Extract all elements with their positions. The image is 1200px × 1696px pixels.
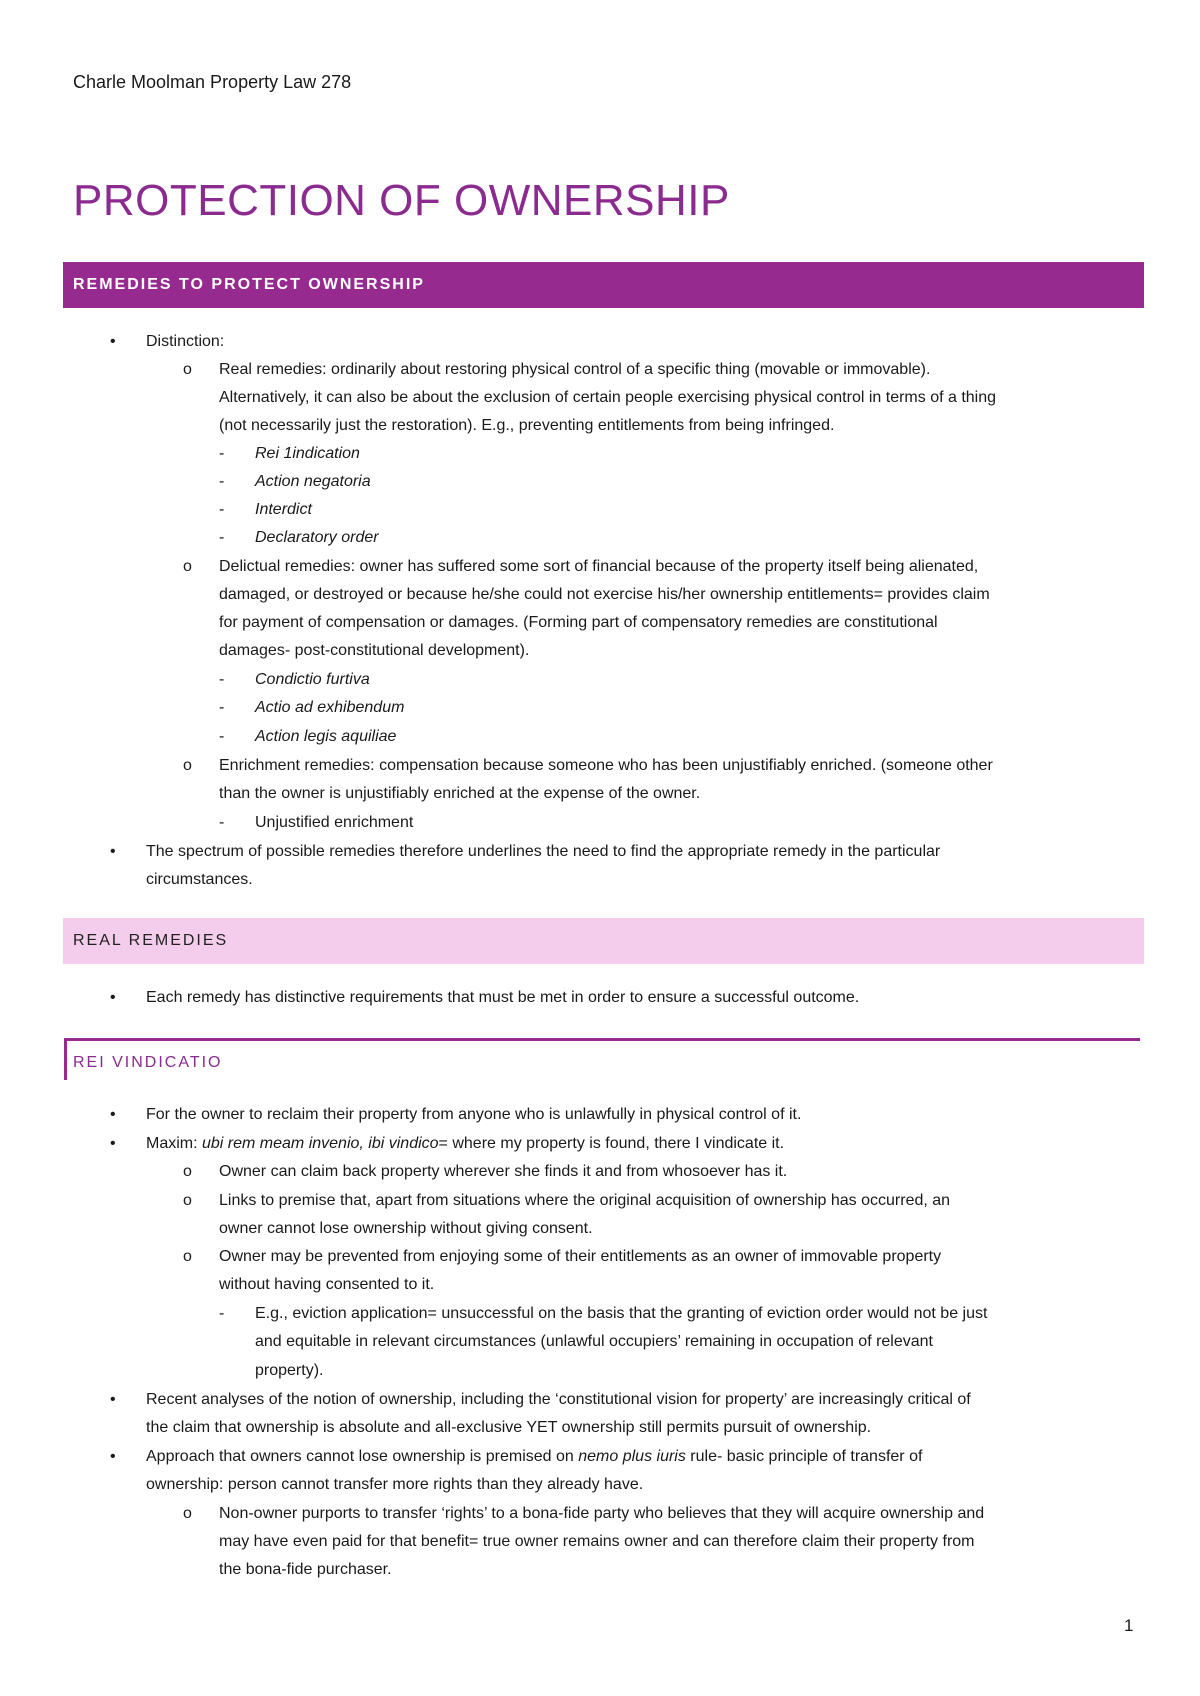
maxim-line: Maxim: ubi rem meam invenio, ibi vindico= where my property is found, there I vindicate it. — [146, 1135, 785, 1152]
bullet-icon: • — [110, 333, 116, 350]
bullet-icon: • — [110, 1106, 116, 1123]
owner-claim-line: Owner can claim back property wherever she finds it and from whosoever has it. — [219, 1163, 788, 1180]
bullet-icon: • — [110, 1448, 116, 1465]
real-remedies-line-1: Real remedies: ordinarily about restoring physical control of a specific thing (movable or immovable). — [219, 361, 931, 378]
list-item: Action negatoria — [255, 473, 371, 490]
subheading-rei-vindicatio: REI VINDICATIO — [64, 1038, 1140, 1080]
dash-icon: - — [219, 671, 225, 688]
circle-bullet-icon: o — [183, 1192, 192, 1209]
circle-bullet-icon: o — [183, 361, 192, 378]
page-number: 1 — [1124, 1616, 1134, 1635]
bullet-icon: • — [110, 843, 116, 860]
bullet-distinction: Distinction: — [146, 333, 225, 350]
real-remedies-note: Each remedy has distinctive requirements that must be met in order to ensure a successful outcome. — [146, 989, 860, 1006]
nemo-plus-line-1: Approach that owners cannot lose ownership is premised on nemo plus iuris rule- basic principle of transfer of — [146, 1448, 923, 1465]
enrichment-line-1: Enrichment remedies: compensation because someone who has been unjustifiably enriched. (someone other — [219, 757, 993, 774]
dash-icon: - — [219, 699, 225, 716]
dash-icon: - — [219, 445, 225, 462]
bona-fide-line-3: the bona-fide purchaser. — [219, 1561, 392, 1578]
bullet-icon: • — [110, 1135, 116, 1152]
circle-bullet-icon: o — [183, 757, 192, 774]
analyses-line-1: Recent analyses of the notion of ownership, including the ‘constitutional vision for property’ are increasingly critical of — [146, 1391, 971, 1408]
delictual-line-1: Delictual remedies: owner has suffered some sort of financial because of the property itself being alienated, — [219, 558, 979, 575]
prevented-line-1: Owner may be prevented from enjoying some of their entitlements as an owner of immovable property — [219, 1248, 942, 1265]
bona-fide-line-2: may have even paid for that benefit= true owner remains owner and can therefore claim their property from — [219, 1533, 975, 1550]
eviction-line-1: E.g., eviction application= unsuccessful on the basis that the granting of eviction order would not be just — [255, 1305, 988, 1322]
dash-icon: - — [219, 501, 225, 518]
delictual-line-3: for payment of compensation or damages. (Forming part of compensatory remedies are constitutional — [219, 614, 938, 631]
list-item: Actio ad exhibendum — [255, 699, 405, 716]
page-title: PROTECTION OF OWNERSHIP — [73, 176, 730, 225]
section-heading-remedies: REMEDIES TO PROTECT OWNERSHIP — [63, 262, 1144, 308]
circle-bullet-icon: o — [183, 558, 192, 575]
enrichment-line-2: than the owner is unjustifiably enriched at the expense of the owner. — [219, 785, 701, 802]
analyses-line-2: the claim that ownership is absolute and all-exclusive YET ownership still permits pursuit of ownership. — [146, 1419, 872, 1436]
list-item: Unjustified enrichment — [255, 814, 414, 831]
section-heading-real-remedies: REAL REMEDIES — [63, 918, 1144, 964]
bona-fide-line-1: Non-owner purports to transfer ‘rights’ to a bona-fide party who believes that they will acquire ownership and — [219, 1505, 985, 1522]
list-item: Action legis aquiliae — [255, 728, 397, 745]
premise-line-2: owner cannot lose ownership without giving consent. — [219, 1220, 593, 1237]
dash-icon: - — [219, 473, 225, 490]
spectrum-line-1: The spectrum of possible remedies therefore underlines the need to find the appropriate remedy in the particular — [146, 843, 941, 860]
prevented-line-2: without having consented to it. — [219, 1276, 435, 1293]
real-remedies-line-2: Alternatively, it can also be about the exclusion of certain people exercising physical control in terms of a thing — [219, 389, 997, 406]
dash-icon: - — [219, 529, 225, 546]
bullet-icon: • — [110, 989, 116, 1006]
premise-line-1: Links to premise that, apart from situations where the original acquisition of ownership has occurred, an — [219, 1192, 951, 1209]
dash-icon: - — [219, 814, 225, 831]
nemo-plus-line-2: ownership: person cannot transfer more rights than they already have. — [146, 1476, 644, 1493]
list-item: Declaratory order — [255, 529, 379, 546]
circle-bullet-icon: o — [183, 1505, 192, 1522]
spectrum-line-2: circumstances. — [146, 871, 253, 888]
delictual-line-2: damaged, or destroyed or because he/she could not exercise his/her ownership entitlements= provides claim — [219, 586, 990, 603]
bullet-icon: • — [110, 1391, 116, 1408]
page-header: Charle Moolman Property Law 278 — [73, 72, 352, 92]
list-item: Interdict — [255, 501, 312, 518]
reclaim-line: For the owner to reclaim their property from anyone who is unlawfully in physical control of it. — [146, 1106, 802, 1123]
list-item: Condictio furtiva — [255, 671, 370, 688]
eviction-line-3: property). — [255, 1362, 324, 1379]
dash-icon: - — [219, 728, 225, 745]
dash-icon: - — [219, 1305, 225, 1322]
real-remedies-line-3: (not necessarily just the restoration). E.g., preventing entitlements from being infringed. — [219, 417, 835, 434]
delictual-line-4: damages- post-constitutional development). — [219, 642, 530, 659]
eviction-line-2: and equitable in relevant circumstances (unlawful occupiers’ remaining in occupation of relevant — [255, 1333, 933, 1350]
circle-bullet-icon: o — [183, 1163, 192, 1180]
list-item: Rei 1indication — [255, 445, 360, 462]
circle-bullet-icon: o — [183, 1248, 192, 1265]
